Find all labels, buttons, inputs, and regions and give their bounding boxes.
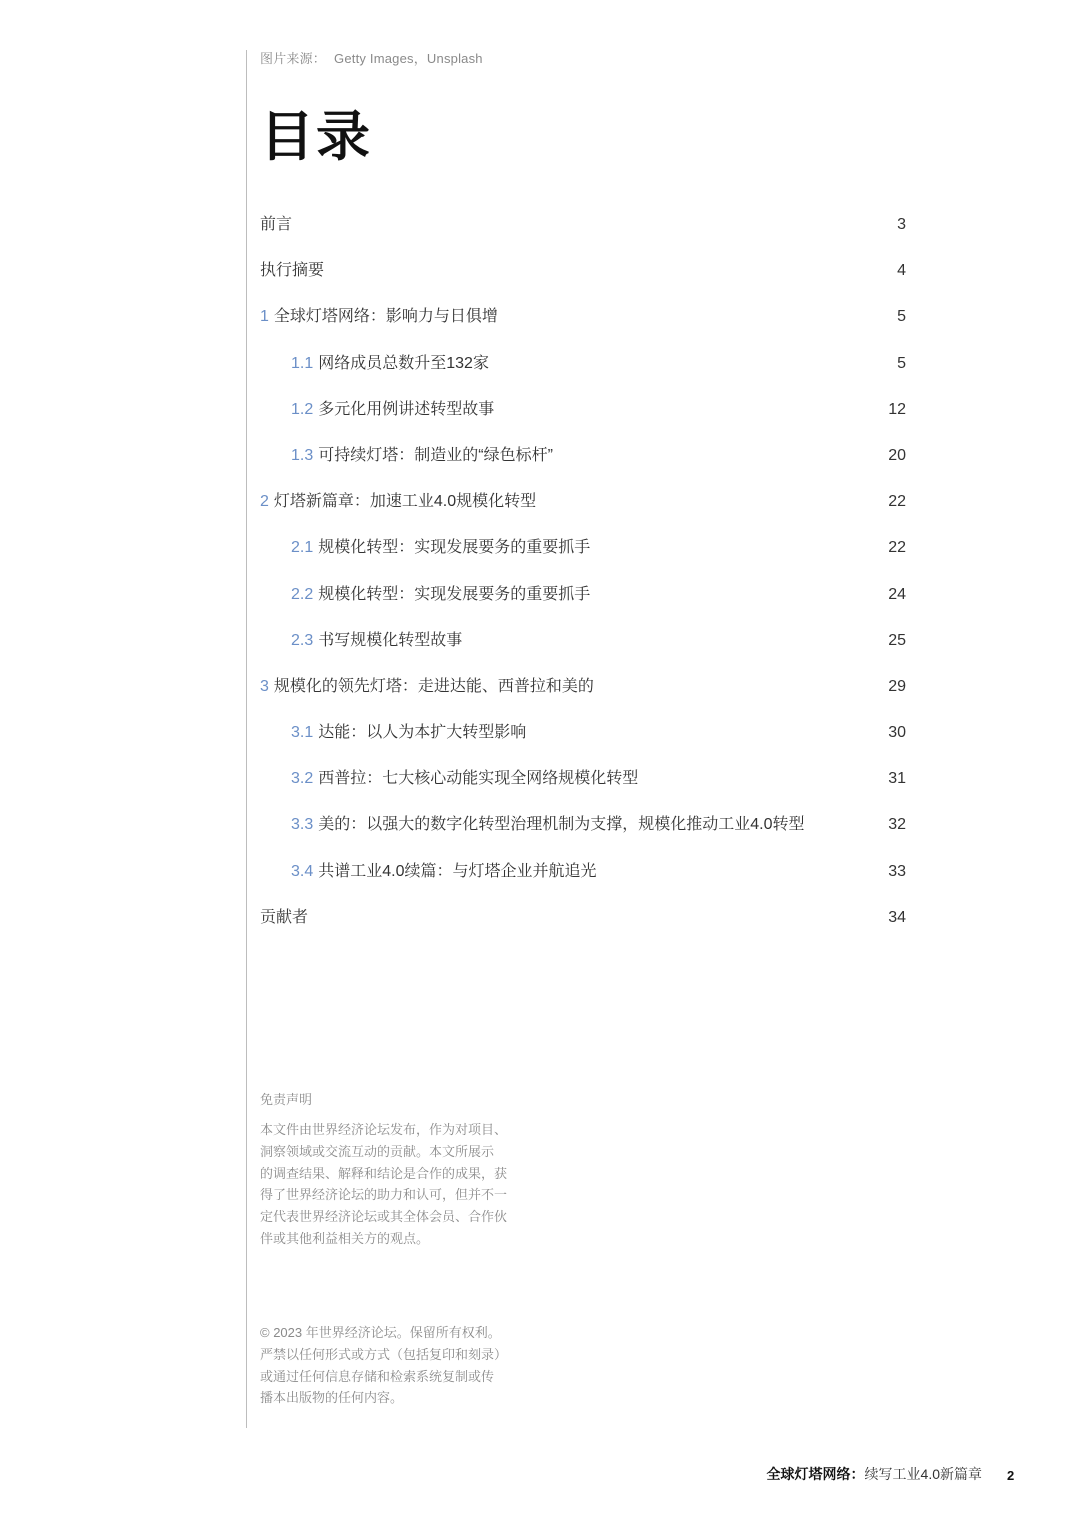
- toc-entry[interactable]: [260, 387, 906, 433]
- toc-entry-label: 共谱工业4.0续篇：与灯塔企业并航追光: [318, 862, 597, 880]
- toc-entry-label: 前言: [260, 216, 293, 233]
- page-title: 目录: [260, 107, 372, 167]
- margin-rule: [246, 50, 247, 1428]
- toc-entry-number: 3.1: [291, 724, 314, 742]
- footer-title-strong: 全球灯塔网络：: [766, 1466, 865, 1482]
- toc-entry[interactable]: [260, 202, 906, 248]
- disclaimer-line: 洞察领域或交流互动的贡献。本文所展示: [260, 1143, 495, 1159]
- toc-entry[interactable]: [260, 710, 906, 756]
- disclaimer-line: 定代表世界经济论坛或其全体会员、合作伙: [260, 1209, 508, 1225]
- disclaimer-title: 免责声明: [260, 1092, 313, 1107]
- toc-entry-number: 2: [260, 493, 269, 511]
- toc-entry-label: 执行摘要: [260, 262, 325, 280]
- toc-entry-page: 31: [888, 770, 906, 788]
- disclaimer-line: 本文件由世界经济论坛发布，作为对项目、: [260, 1122, 508, 1137]
- disclaimer-line: 的调查结果、解释和结论是合作的成果，获: [260, 1165, 508, 1181]
- disclaimer-line: 伴或其他利益相关方的观点。: [260, 1230, 430, 1246]
- toc-entry[interactable]: [260, 756, 906, 802]
- page-number: 2: [1007, 1468, 1015, 1483]
- disclaimer-line: 得了世界经济论坛的助力和认可，但并不一: [260, 1187, 508, 1203]
- copyright-notice: [260, 1322, 530, 1409]
- copyright-line: 播本出版物的任何内容。: [260, 1390, 404, 1406]
- toc-entry-label: 西普拉：七大核心动能实现全网络规模化转型: [318, 770, 639, 788]
- toc-entry[interactable]: [260, 525, 906, 571]
- footer-title-rest: 续写工业4.0新篇章: [864, 1466, 982, 1482]
- image-credit-label: 图片来源：: [260, 51, 327, 66]
- toc-entry-number: 3.3: [291, 816, 314, 834]
- toc-entry-page: 20: [888, 446, 906, 464]
- toc-entry[interactable]: [260, 618, 906, 664]
- toc-entry-number: 3: [260, 677, 269, 695]
- toc-entry[interactable]: [260, 294, 906, 340]
- toc-entry-page: 34: [888, 908, 906, 926]
- toc-entry-label: 网络成员总数升至132家: [318, 354, 489, 372]
- toc-entry-page: 5: [897, 354, 906, 372]
- toc-entry-number: 1.3: [291, 446, 314, 464]
- image-credit-value: Getty Images，Unsplash: [334, 51, 483, 66]
- toc-entry-page: 32: [888, 816, 906, 834]
- toc-entry-page: 30: [888, 724, 906, 742]
- toc-entry-page: 24: [888, 585, 906, 603]
- toc-entry-label: 达能：以人为本扩大转型影响: [318, 724, 527, 742]
- toc-entry-label: 多元化用例讲述转型故事: [318, 400, 495, 418]
- copyright-line: 或通过任何信息存储和检索系统复制或传: [260, 1368, 495, 1384]
- image-credit: [260, 48, 483, 67]
- toc-entry-number: 2.3: [291, 631, 314, 649]
- toc-entry-label: 规模化的领先灯塔：走进达能、西普拉和美的: [273, 677, 594, 695]
- toc-entry-page: 33: [888, 862, 906, 880]
- toc-entry-page: 3: [897, 216, 906, 233]
- toc-entry-number: 2.2: [291, 585, 314, 603]
- toc-entry-label: 贡献者: [260, 908, 309, 926]
- toc-entry-label: 全球灯塔网络：影响力与日俱增: [273, 308, 498, 326]
- toc-entry-page: 22: [888, 493, 906, 511]
- toc-entry-number: 1: [260, 308, 269, 326]
- toc-entry-label: 可持续灯塔：制造业的“绿色标杆”: [318, 446, 553, 464]
- toc-entry-number: 3.2: [291, 770, 314, 788]
- toc-entry[interactable]: [260, 849, 906, 895]
- toc-entry[interactable]: [260, 572, 906, 618]
- toc-entry-page: 4: [897, 262, 906, 280]
- toc-entry-page: 25: [888, 631, 906, 649]
- toc-entry-number: 3.4: [291, 862, 314, 880]
- disclaimer-body: [260, 1119, 522, 1250]
- toc-entry-page: 12: [888, 400, 906, 418]
- toc-entry-label: 规模化转型：实现发展要务的重要抓手: [318, 585, 591, 603]
- toc-entry-label: 灯塔新篇章：加速工业4.0规模化转型: [273, 493, 537, 511]
- toc-entry[interactable]: [260, 895, 906, 941]
- toc-entry-page: 22: [888, 539, 906, 557]
- copyright-line: 严禁以任何形式或方式（包括复印和刻录）: [260, 1346, 508, 1362]
- toc-entry[interactable]: [260, 248, 906, 294]
- table-of-contents: [260, 202, 906, 941]
- toc-entry[interactable]: [260, 433, 906, 479]
- toc-entry-page: 5: [897, 308, 906, 326]
- toc-entry-number: 1.1: [291, 354, 314, 372]
- toc-entry-number: 2.1: [291, 539, 314, 557]
- toc-entry-page: 29: [888, 677, 906, 695]
- toc-entry[interactable]: [260, 802, 906, 848]
- footer-report-title: [767, 1464, 982, 1484]
- toc-entry[interactable]: [260, 479, 906, 525]
- toc-entry[interactable]: [260, 341, 906, 387]
- toc-entry[interactable]: [260, 664, 906, 710]
- toc-entry-label: 规模化转型：实现发展要务的重要抓手: [318, 539, 591, 557]
- copyright-line: © 2023 年世界经济论坛。保留所有权利。: [260, 1325, 501, 1340]
- toc-entry-label: 书写规模化转型故事: [318, 631, 463, 649]
- toc-entry-label: 美的：以强大的数字化转型治理机制为支撑，规模化推动工业4.0转型: [318, 816, 805, 834]
- toc-entry-number: 1.2: [291, 400, 314, 418]
